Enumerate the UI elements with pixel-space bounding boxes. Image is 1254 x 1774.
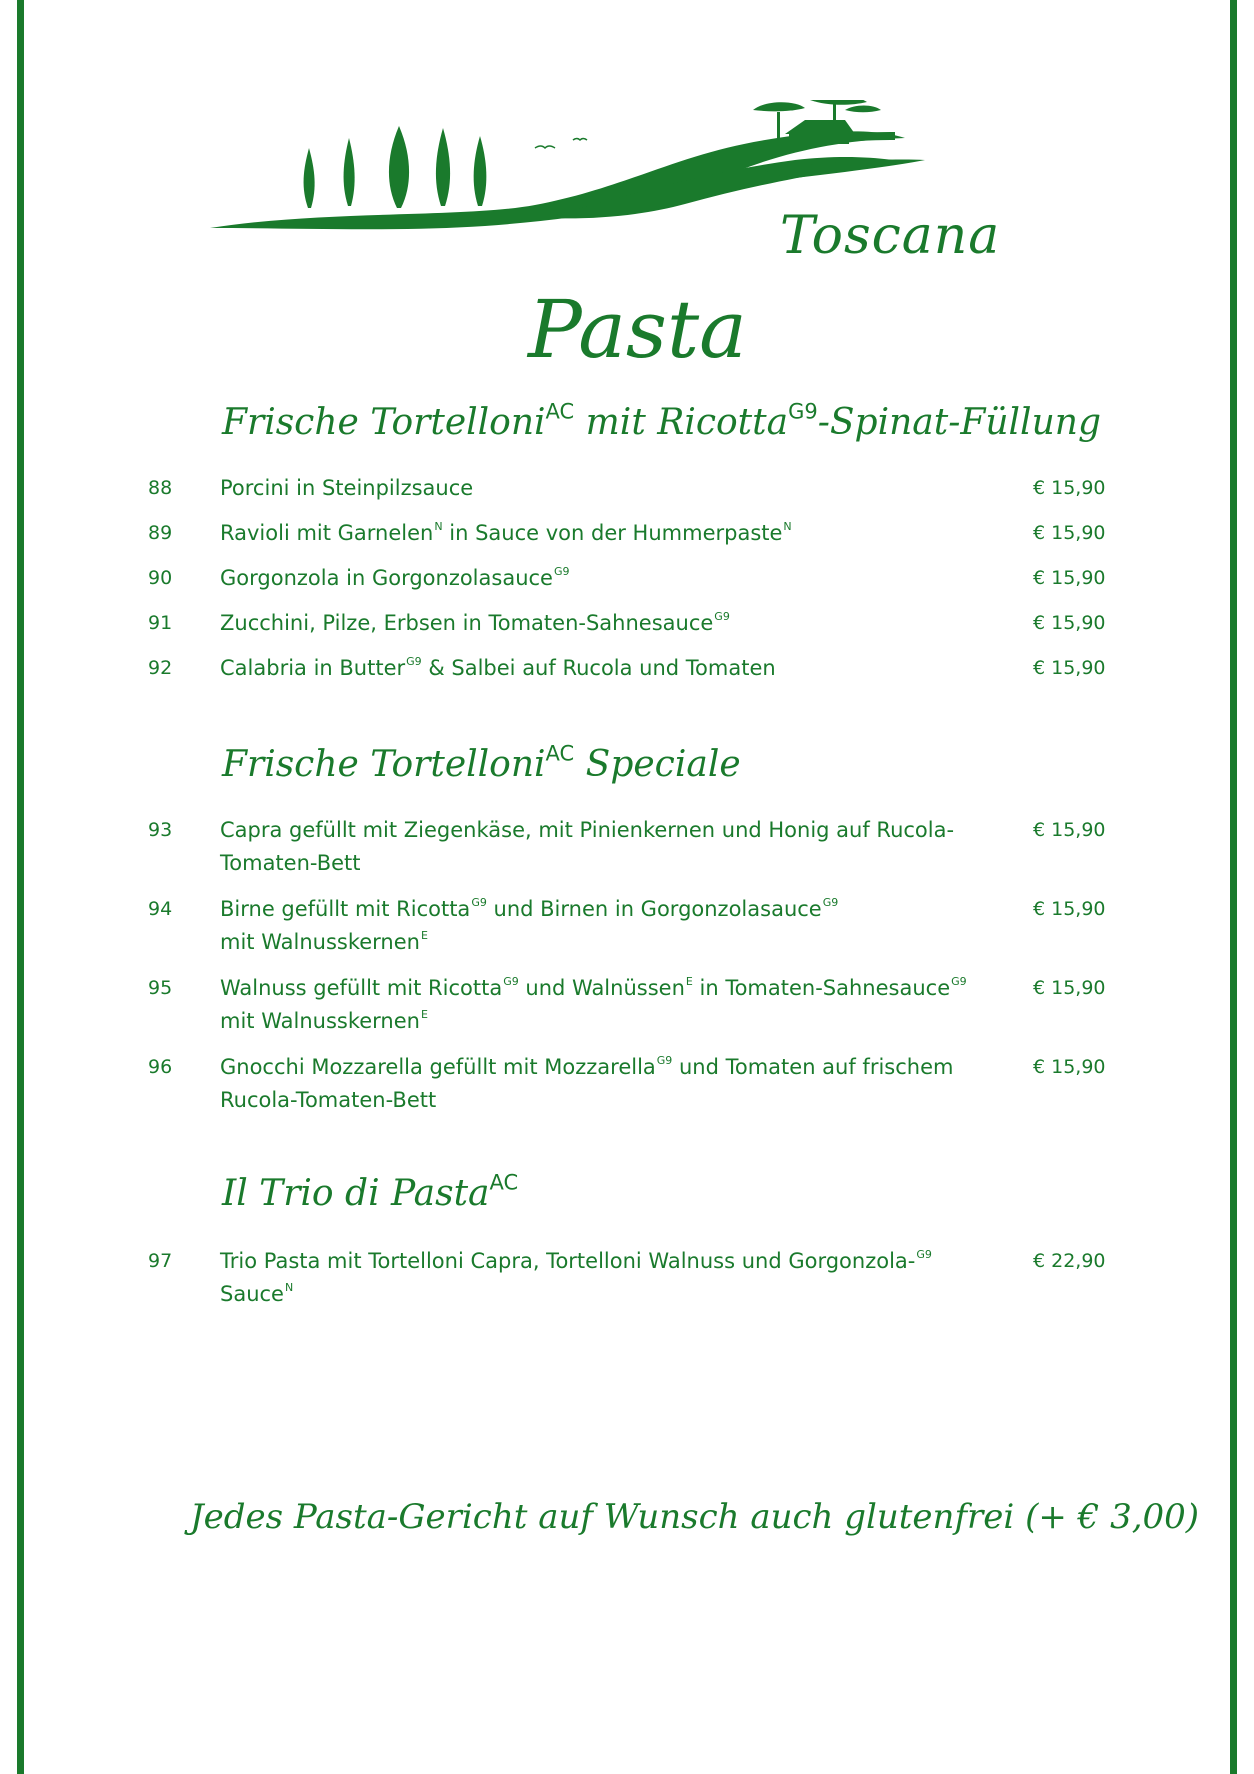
allergen-code: G9 [406,655,422,669]
item-description [220,652,1015,685]
page-title: Pasta [528,283,747,376]
item-description [220,814,1015,880]
item-description [220,607,1015,640]
item-text: Gorgonzola in Gorgonzolasauce [220,566,553,590]
item-text: Tomaten-Bett [220,851,361,875]
item-description [220,562,1015,595]
item-description [220,893,1015,959]
item-text: Capra gefüllt mit Ziegenkäse, mit Pinienkernen und Honig auf Rucola- [220,818,955,842]
section-heading-tortelloni [222,399,1101,443]
section-heading-speciale [222,741,741,785]
item-description [220,1245,1015,1311]
allergen-code: AC [489,1170,519,1195]
page-border-left [17,0,24,1774]
item-description [220,972,1015,1038]
item-number: 90 [148,567,173,589]
item-number: 95 [148,977,173,999]
item-text: und Birnen in Gorgonzolasauce [486,897,822,921]
item-number: 96 [148,1056,173,1078]
allergen-code: G9 [822,896,839,910]
allergen-code: G9 [656,1054,673,1068]
item-text: Walnuss gefüllt mit Ricotta [220,976,503,1000]
item-text: Zucchini, Pilze, Erbsen in Tomaten-Sahnesauce [220,611,714,635]
item-text: Birne gefüllt mit Ricotta [220,897,471,921]
heading-text: Frische Tortelloni [222,402,546,443]
item-number: 89 [148,522,173,544]
item-price: € 15,90 [1033,522,1106,544]
item-description [220,517,1015,550]
item-price: € 15,90 [1033,898,1106,920]
allergen-code: AC [545,741,575,766]
item-text: mit Walnusskernen [220,930,420,954]
item-price: € 15,90 [1033,477,1106,499]
item-price: € 15,90 [1033,819,1106,841]
item-description [220,1051,1015,1117]
item-number: 94 [148,898,173,920]
item-price: € 15,90 [1033,1056,1106,1078]
page-border-right [1230,0,1237,1774]
item-number: 93 [148,819,173,841]
item-price: € 15,90 [1033,612,1106,634]
item-text: Calabria in Butter [220,656,406,680]
allergen-code: N [284,1281,294,1295]
allergen-code: N [783,520,792,534]
item-text: und Walnüssen [518,976,685,1000]
item-text: und Tomaten auf frischem [672,1055,954,1079]
item-description [220,472,1015,505]
allergen-code: G9 [788,399,818,424]
item-text: in Tomaten-Sahnesauce [692,976,951,1000]
section-heading-trio [222,1170,519,1214]
item-text: Trio Pasta mit Tortelloni Capra, Tortelloni Walnuss und Gorgonzola- [220,1249,916,1273]
heading-text: mit Ricotta [574,402,789,443]
item-text: & Salbei auf Rucola und Tomaten [421,656,776,680]
heading-text: -Spinat-Füllung [817,402,1101,443]
allergen-code: G9 [503,975,519,989]
item-text: Porcini in Steinpilzsauce [220,476,474,500]
item-text: Ravioli mit Garnelen [220,521,434,545]
item-text: Sauce [220,1282,284,1306]
item-text: mit Walnusskernen [220,1009,420,1033]
heading-text: Frische Tortelloni [222,744,546,785]
item-price: € 22,90 [1033,1250,1106,1272]
item-price: € 15,90 [1033,977,1106,999]
item-text: in Sauce von der Hummerpaste [442,521,783,545]
gluten-free-note: Jedes Pasta-Gericht auf Wunsch auch glutenfrei (+ € 3,00) [190,1497,1200,1537]
allergen-code: G9 [553,565,570,579]
item-text: Rucola-Tomaten-Bett [220,1088,437,1112]
heading-text: Speciale [574,744,741,785]
allergen-code: E [420,929,428,943]
allergen-code: G9 [471,896,487,910]
item-number: 88 [148,477,173,499]
item-number: 97 [148,1250,173,1272]
allergen-code: G9 [714,610,730,624]
allergen-code: N [434,520,443,534]
allergen-code: G9 [916,1248,932,1262]
item-price: € 15,90 [1033,657,1106,679]
allergen-code: E [420,1008,428,1022]
item-number: 92 [148,657,173,679]
allergen-code: AC [545,399,575,424]
item-price: € 15,90 [1033,567,1106,589]
item-number: 91 [148,612,173,634]
brand-name: Toscana [780,206,1001,266]
allergen-code: E [685,975,693,989]
item-text: Gnocchi Mozzarella gefüllt mit Mozzarella [220,1055,656,1079]
allergen-code: G9 [951,975,967,989]
heading-text: Il Trio di Pasta [222,1173,490,1214]
